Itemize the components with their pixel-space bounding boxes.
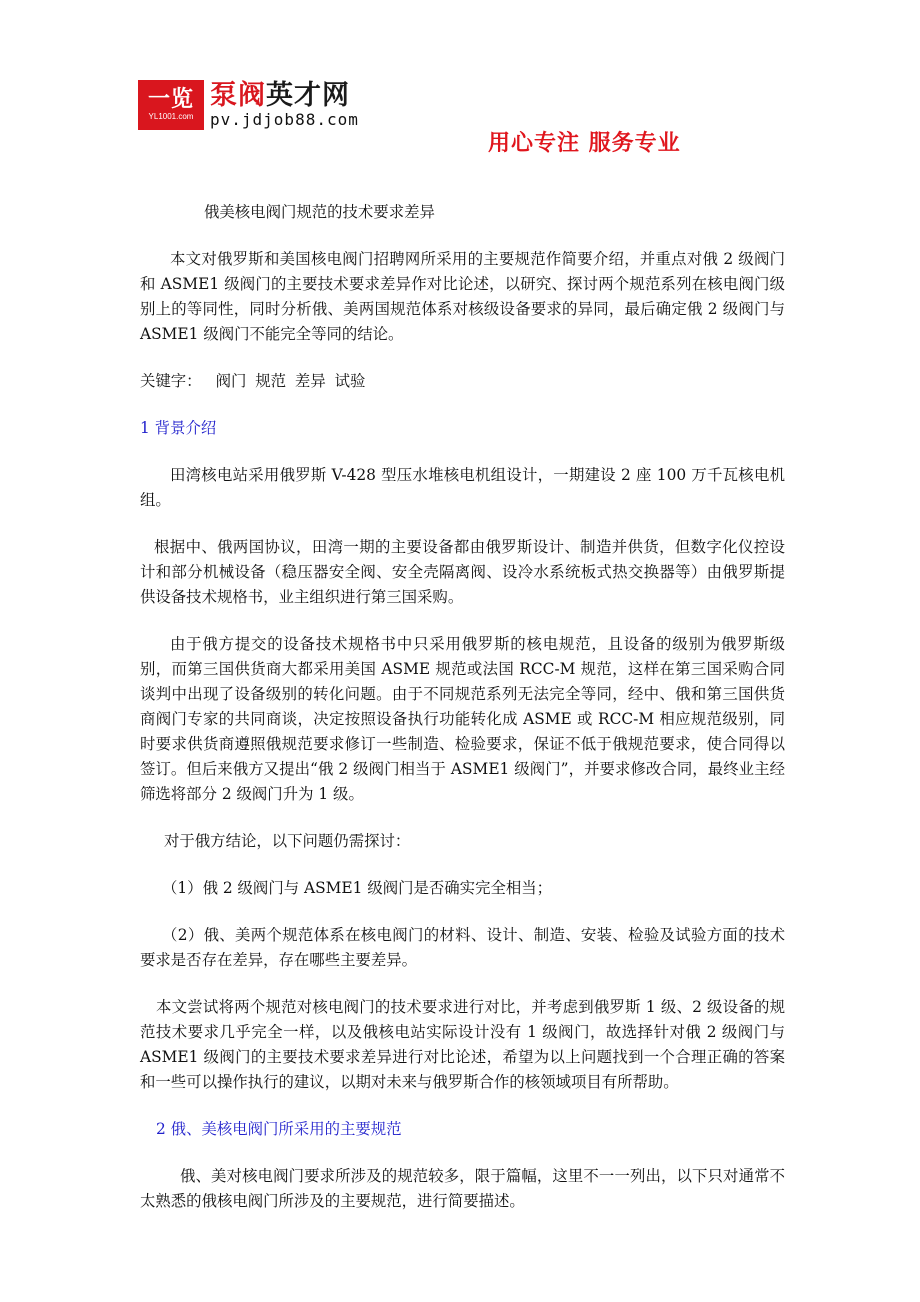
logo-text — [210, 81, 359, 129]
logo-mark-domain: YL1001.com — [148, 112, 194, 121]
keywords-label: 关键字： — [140, 372, 202, 390]
section-1-heading: 1 背景介绍 — [140, 419, 217, 437]
brand-name-part-2: 英才网 — [266, 80, 350, 111]
brand-name-part-1: 泵阀 — [210, 80, 266, 111]
abstract-paragraph: 本文对俄罗斯和美国核电阀门招聘网所采用的主要规范作简要介绍，并重点对俄 2 级阀门和 ASME1 级阀门的主要技术要求差异作对比论述，以研究、探讨两个规范系列在核电阀门级别上的等同性，同时分析俄、美两国规范体系对核级设备要求的异同，最后确定俄 2 级阀门与 ASME1 级阀门不能完全等同的结论。 — [140, 250, 785, 343]
section-1-paragraph-3: 由于俄方提交的设备技术规格书中只采用俄罗斯的核电规范，且设备的级别为俄罗斯级别，而第三国供货商大都采用美国 ASME 规范或法国 RCC-M 规范，这样在第三国采购合同谈判中出现了设备级别的转化问题。由于不同规范系列无法完全等同，经中、俄和第三国供货商阀门专家的共同商谈，决定按照设备执行功能转化成 ASME 或 RCC-M 相应规范级别，同时要求供货商遵照俄规范要求修订一些制造、检验要求，保证不低于俄规范要求，使合同得以签订。但后来俄方又提出“俄 2 级阀门相当于 ASME1 级阀门”，并要求修改合同，最终业主经筛选将部分 2 级阀门升为 1 级。 — [140, 635, 785, 803]
brand-url: pv.jdjob88.com — [210, 110, 359, 129]
section-1-paragraph-1: 田湾核电站采用俄罗斯 V-428 型压水堆核电机组设计，一期建设 2 座 100 万千瓦核电机组。 — [140, 466, 785, 509]
logo-mark-text: 一览 — [147, 87, 194, 112]
section-2-heading: 2 俄、美核电阀门所采用的主要规范 — [156, 1120, 402, 1138]
question-2: （2）俄、美两个规范体系在核电阀门的材料、设计、制造、安装、检验及试验方面的技术要求是否存在差异，存在哪些主要差异。 — [140, 926, 785, 969]
section-1-paragraph-4: 对于俄方结论，以下问题仍需探讨： — [164, 832, 411, 850]
question-1: （1）俄 2 级阀门与 ASME1 级阀门是否确实完全相当； — [162, 879, 553, 897]
site-logo[interactable] — [138, 80, 359, 130]
keywords-line — [140, 369, 785, 394]
brand-name — [210, 81, 359, 111]
slogan: 用心专注 服务专业 — [488, 131, 681, 156]
keywords-list: 阀门 规范 差异 试验 — [215, 372, 366, 390]
logo-mark — [138, 80, 204, 130]
article-body — [140, 200, 785, 1236]
article-title: 俄美核电阀门规范的技术要求差异 — [204, 203, 435, 221]
section-1-paragraph-5: 本文尝试将两个规范对核电阀门的技术要求进行对比，并考虑到俄罗斯 1 级、2 级设备的规范技术要求几乎完全一样，以及俄核电站实际设计没有 1 级阀门，故选择针对俄 2 级阀门与 ASME1 级阀门的主要技术要求差异进行对比论述，希望为以上问题找到一个合理正确的答案和一些可以操作执行的建议，以期对未来与俄罗斯合作的核领域项目有所帮助。 — [140, 998, 785, 1091]
section-1-paragraph-2: 根据中、俄两国协议，田湾一期的主要设备都由俄罗斯设计、制造并供货，但数字化仪控设计和部分机械设备（稳压器安全阀、安全壳隔离阀、设冷水系统板式热交换器等）由俄罗斯提供设备技术规格书，业主组织进行第三国采购。 — [140, 538, 785, 606]
section-2-paragraph-1: 俄、美对核电阀门要求所涉及的规范较多，限于篇幅，这里不一一列出，以下只对通常不太熟悉的俄核电阀门所涉及的主要规范，进行简要描述。 — [140, 1167, 785, 1210]
